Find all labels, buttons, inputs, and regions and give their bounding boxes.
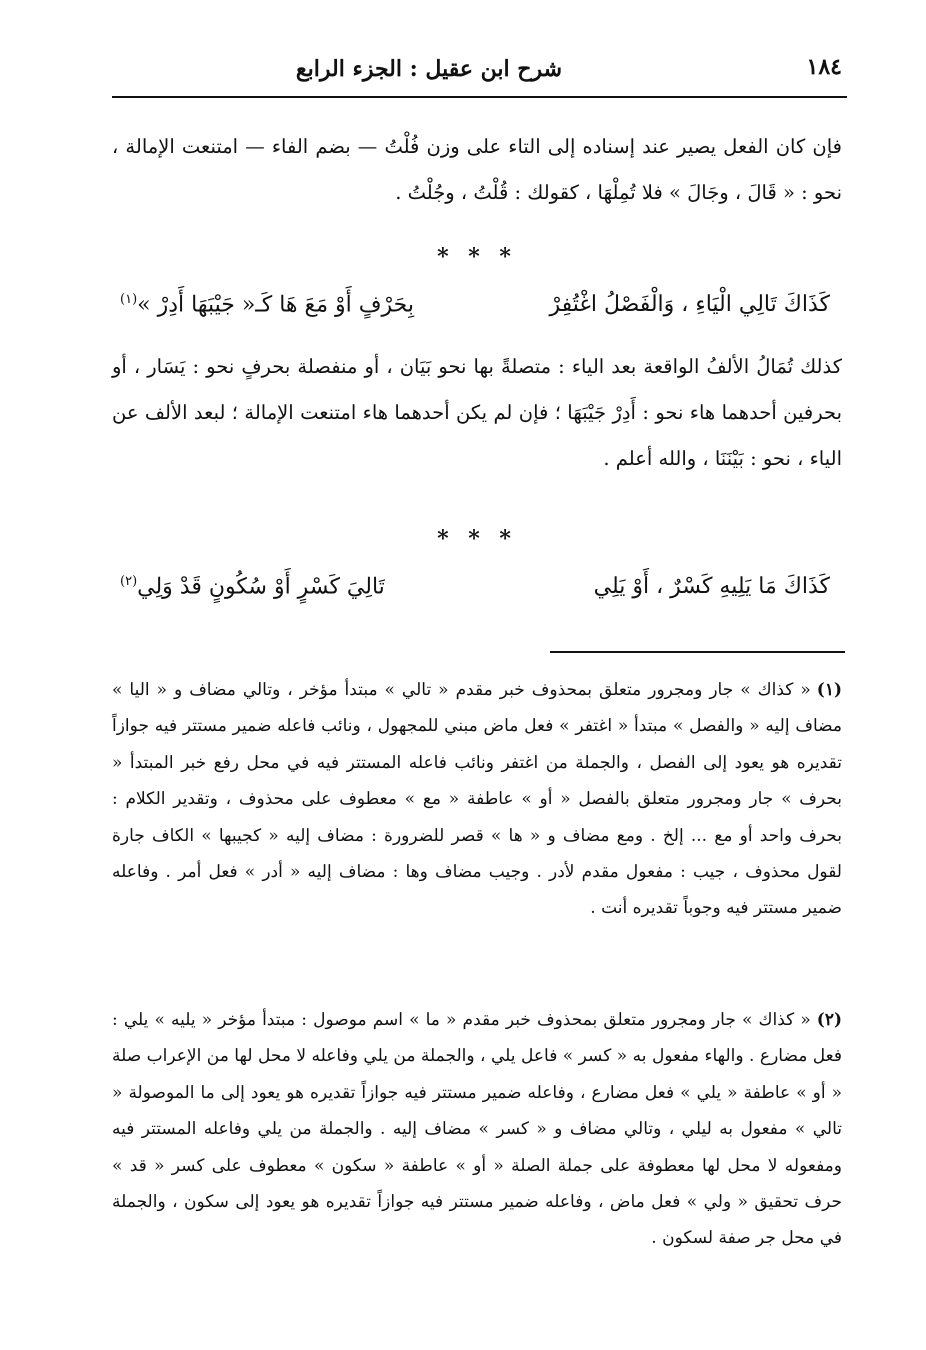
verse-1-second-hemistich: [120, 292, 414, 317]
paragraph-2: كذلك تُمَالُ الألفُ الواقعة بعد الياء : متصلةً بها نحو بَيَان ، أو منفصلة بحرفٍ نحو : يَسَار ، أو بحرفين أحدهما هاء نحو : أَدِرْ جَيْبَهَا ؛ فإن لم يكن أحدهما هاء امتنعت الإمالة ؛ لبعد الألف عن الياء ، نحو : بَيْنَنَا ، والله أعلم .: [112, 355, 842, 470]
footnote-2: [112, 1002, 842, 1257]
footnote-1-text: « كذاك » جار ومجرور متعلق بمحذوف خبر مقدم « تالي » مبتدأ مؤخر ، وتالي مضاف و « اليا » مضاف إليه « والفصل » مبتدأ « اغتفر » فعل ماض مبني للمجهول ، ونائب فاعله ضمير مستتر فيه جوازاً تقديره هو يعود إلى الفصل ، والجملة من اغتفر ونائب فاعله المستتر فيه في محل رفع خبر المبتدأ « بحرف » جار ومجرور متعلق بالفصل « أو » عاطفة « مع » معطوف على محذوف ، وتقدير الكلام : بحرف واحد أو مع ... إلخ . ومع مضاف و « ها » قصر للضرورة : مضاف إليه « كجيبها » الكاف جارة لقول محذوف ، جيب : مفعول مقدم لأدر . وجيب مضاف وها : مضاف إليه « أدر » فعل أمر . وفاعله ضمير مستتر فيه وجوباً تقديره أنت .: [112, 680, 842, 919]
verse-2-first-hemistich: كَذَاكَ مَا يَلِيهِ كَسْرٌ ، أَوْ يَلِي: [593, 574, 830, 599]
verse-2: [120, 574, 830, 614]
separator-stars-1: * * *: [437, 244, 517, 270]
verse-2-second-hemistich: [120, 574, 385, 599]
footnote-1-marker: (١): [816, 680, 842, 700]
page-number: ١٨٤: [806, 54, 842, 80]
footnote-2-marker: (٢): [816, 1010, 842, 1030]
separator-stars-2: * * *: [437, 526, 517, 552]
paragraph-1: فإن كان الفعل يصير عند إسناده إلى التاء على وزن فُلْتُ — بضم الفاء — امتنعت الإمالة ، نحو : « قَالَ ، وجَالَ » فلا تُمِلْهَا ، كقولك : قُلْتُ ، وجُلْتُ .: [112, 135, 842, 204]
verse-1-first-hemistich: كَذَاكَ تَالِي الْيَاءِ ، وَالْفَصْلُ اغْتُفِرْ: [549, 292, 830, 317]
footnote-2-text: « كذاك » جار ومجرور متعلق بمحذوف خبر مقدم « ما » اسم موصول : مبتدأ مؤخر « يليه » يلي : فعل مضارع . والهاء مفعول به « كسر » فاعل يلي ، والجملة من يلي وفاعله لا محل لها من الإعراب صلة « أو » عاطفة « يلي » فعل مضارع ، وفاعله ضمير مستتر فيه جوازاً تقديره هو يعود إلى ما الموصولة « تالي » مفعول به ليلي ، وتالي مضاف و « كسر » مضاف إليه . والجملة من يلي وفاعله المستتر فيه ومفعوله لا محل لها معطوفة على جملة الصلة « أو » عاطفة « سكون » معطوف على كسر « قد » حرف تحقيق « ولي » فعل ماض ، وفاعله ضمير مستتر فيه جوازاً تقديره هو يعود إلى سكون ، والجملة في محل جر صفة لسكون .: [112, 1010, 842, 1249]
header-rule: [112, 96, 847, 98]
verse-1-note-ref: (١): [120, 292, 138, 307]
verse-1: [120, 292, 830, 332]
running-title: شرح ابن عقيل : الجزء الرابع: [295, 56, 563, 82]
verse-2-note-ref: (٢): [120, 574, 138, 589]
footnote-1: [112, 672, 842, 927]
verse-2-second-text: تَالِيَ كَسْرٍ أَوْ سُكُونٍ قَدْ وَلِي: [137, 574, 385, 600]
verse-1-second-text: بِحَرْفٍ أَوْ مَعَ هَا كَـ« جَيْبَهَا أَدِرْ »: [137, 292, 414, 318]
page-header: [112, 52, 842, 94]
footnote-rule: [550, 651, 845, 653]
